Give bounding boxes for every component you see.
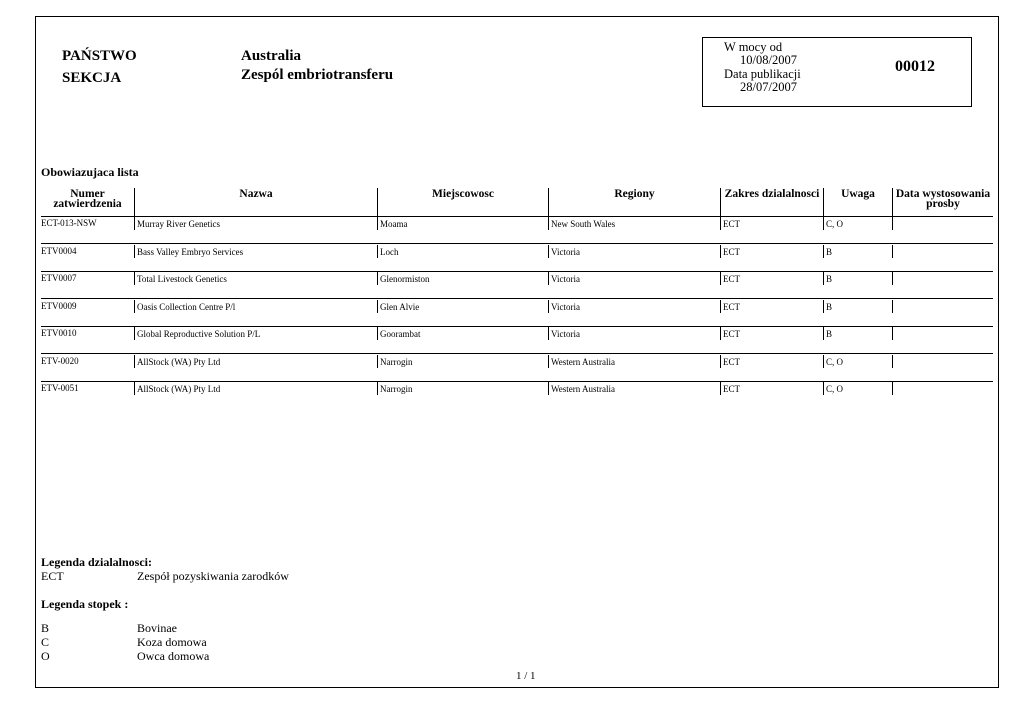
row-separator [720, 245, 721, 258]
row-separator [892, 382, 893, 395]
cell-miejscowosc: Moama [380, 219, 408, 229]
cell-region: Victoria [551, 329, 580, 339]
cell-uwaga: C, O [826, 357, 844, 367]
country-value: Australia [241, 48, 301, 64]
legend-activity-code: ECT [41, 569, 64, 583]
row-separator [377, 355, 378, 368]
col-header-nazwa: Nazwa [239, 188, 273, 200]
row-separator [823, 355, 824, 368]
header-separator [823, 188, 824, 216]
row-separator [548, 217, 549, 230]
cell-nazwa: Total Livestock Genetics [137, 274, 227, 284]
row-separator [134, 217, 135, 230]
row-separator [377, 272, 378, 285]
row-separator [377, 245, 378, 258]
row-separator [548, 272, 549, 285]
cell-numer: ECT-013-NSW [41, 218, 97, 228]
cell-numer: ETV0004 [41, 246, 77, 256]
cell-numer: ETV0010 [41, 328, 77, 338]
valid-from-date: 10/08/2007 [740, 53, 797, 67]
row-separator [823, 382, 824, 395]
col-header-miejscowosc: Miejscowosc [432, 188, 494, 200]
row-separator [134, 382, 135, 395]
country-label: PAŃSTWO [62, 48, 137, 64]
cell-miejscowosc: Narrogin [380, 384, 413, 394]
header-separator [377, 188, 378, 216]
published-date: 28/07/2007 [740, 80, 797, 94]
row-separator [548, 327, 549, 340]
row-separator [720, 217, 721, 230]
section-value: Zespól embriotransferu [241, 67, 394, 83]
row-separator [720, 355, 721, 368]
table-title: Obowiazujaca lista [41, 165, 139, 179]
cell-zakres: ECT [723, 329, 740, 339]
published-label: Data publikacji [724, 67, 801, 81]
header-rule [41, 216, 993, 217]
cell-region: Victoria [551, 274, 580, 284]
row-separator [720, 382, 721, 395]
row-separator [548, 355, 549, 368]
row-rule [41, 271, 993, 272]
cell-numer: ETV0009 [41, 301, 77, 311]
row-separator [892, 245, 893, 258]
cell-miejscowosc: Glen Alvie [380, 302, 420, 312]
cell-zakres: ECT [723, 384, 740, 394]
row-separator [720, 300, 721, 313]
col-header-numer: Numer zatwierdzenia [53, 188, 122, 210]
row-separator [134, 245, 135, 258]
row-separator [134, 355, 135, 368]
col-header-zakres: Zakres dzialalnosci [724, 188, 820, 200]
row-rule [41, 381, 993, 382]
col-header-regiony: Regiony [614, 188, 655, 200]
cell-nazwa: Murray River Genetics [137, 219, 220, 229]
cell-miejscowosc: Narrogin [380, 357, 413, 367]
page-number: 1 / 1 [516, 670, 536, 682]
cell-region: Western Australia [551, 384, 616, 394]
cell-miejscowosc: Loch [380, 247, 399, 257]
cell-uwaga: B [826, 329, 833, 339]
row-separator [377, 382, 378, 395]
cell-numer: ETV-0020 [41, 356, 79, 366]
cell-numer: ETV0007 [41, 273, 77, 283]
doc-number: 00012 [895, 58, 935, 75]
legend-footnote-desc: Koza domowa [137, 635, 207, 649]
legend-footnote-desc: Bovinae [137, 621, 177, 635]
row-separator [720, 327, 721, 340]
header-separator [892, 188, 893, 216]
col-header-data: Data wystosowania prosby [895, 188, 991, 210]
cell-uwaga: B [826, 247, 833, 257]
cell-uwaga: B [826, 302, 833, 312]
cell-region: Victoria [551, 247, 580, 257]
cell-zakres: ECT [723, 274, 740, 284]
cell-region: New South Wales [551, 219, 616, 229]
legend-footnote-code: B [41, 621, 50, 635]
page-frame [35, 16, 999, 688]
legend-activity-desc: Zespół pozyskiwania zarodków [137, 569, 289, 583]
cell-zakres: ECT [723, 357, 740, 367]
row-rule [41, 243, 993, 244]
row-rule [41, 353, 993, 354]
row-separator [823, 245, 824, 258]
section-label: SEKCJA [62, 70, 122, 86]
row-rule [41, 298, 993, 299]
header-separator [720, 188, 721, 216]
cell-nazwa: AllStock (WA) Pty Ltd [137, 384, 221, 394]
row-separator [377, 327, 378, 340]
row-separator [377, 217, 378, 230]
cell-miejscowosc: Glenormiston [380, 274, 430, 284]
header-separator [548, 188, 549, 216]
legend-footnote-code: C [41, 635, 50, 649]
cell-region: Victoria [551, 302, 580, 312]
valid-from-label: W mocy od [724, 40, 783, 54]
row-separator [134, 300, 135, 313]
row-rule [41, 326, 993, 327]
header-separator [134, 188, 135, 216]
cell-zakres: ECT [723, 302, 740, 312]
cell-region: Western Australia [551, 357, 616, 367]
legend-footnote-code: O [41, 649, 50, 663]
legend-activity-title: Legenda dzialalnosci: [41, 555, 153, 569]
legend-footnote-desc: Owca domowa [137, 649, 210, 663]
cell-nazwa: AllStock (WA) Pty Ltd [137, 357, 221, 367]
row-separator [892, 272, 893, 285]
row-separator [134, 327, 135, 340]
cell-zakres: ECT [723, 247, 740, 257]
row-separator [548, 382, 549, 395]
cell-uwaga: B [826, 274, 833, 284]
col-header-uwaga: Uwaga [841, 188, 875, 200]
row-separator [823, 327, 824, 340]
row-separator [134, 272, 135, 285]
row-separator [548, 300, 549, 313]
cell-nazwa: Global Reproductive Solution P/L [137, 329, 261, 339]
row-separator [548, 245, 549, 258]
row-separator [892, 300, 893, 313]
cell-zakres: ECT [723, 219, 740, 229]
row-separator [377, 300, 378, 313]
cell-nazwa: Bass Valley Embryo Services [137, 247, 244, 257]
row-separator [892, 355, 893, 368]
cell-nazwa: Oasis Collection Centre P/l [137, 302, 236, 312]
row-separator [892, 327, 893, 340]
cell-numer: ETV-0051 [41, 383, 79, 393]
cell-uwaga: C, O [826, 219, 844, 229]
row-separator [823, 300, 824, 313]
cell-uwaga: C, O [826, 384, 844, 394]
row-separator [823, 272, 824, 285]
legend-footnotes-title: Legenda stopek : [41, 597, 129, 611]
row-separator [892, 217, 893, 230]
row-separator [720, 272, 721, 285]
cell-miejscowosc: Goorambat [380, 329, 421, 339]
row-separator [823, 217, 824, 230]
